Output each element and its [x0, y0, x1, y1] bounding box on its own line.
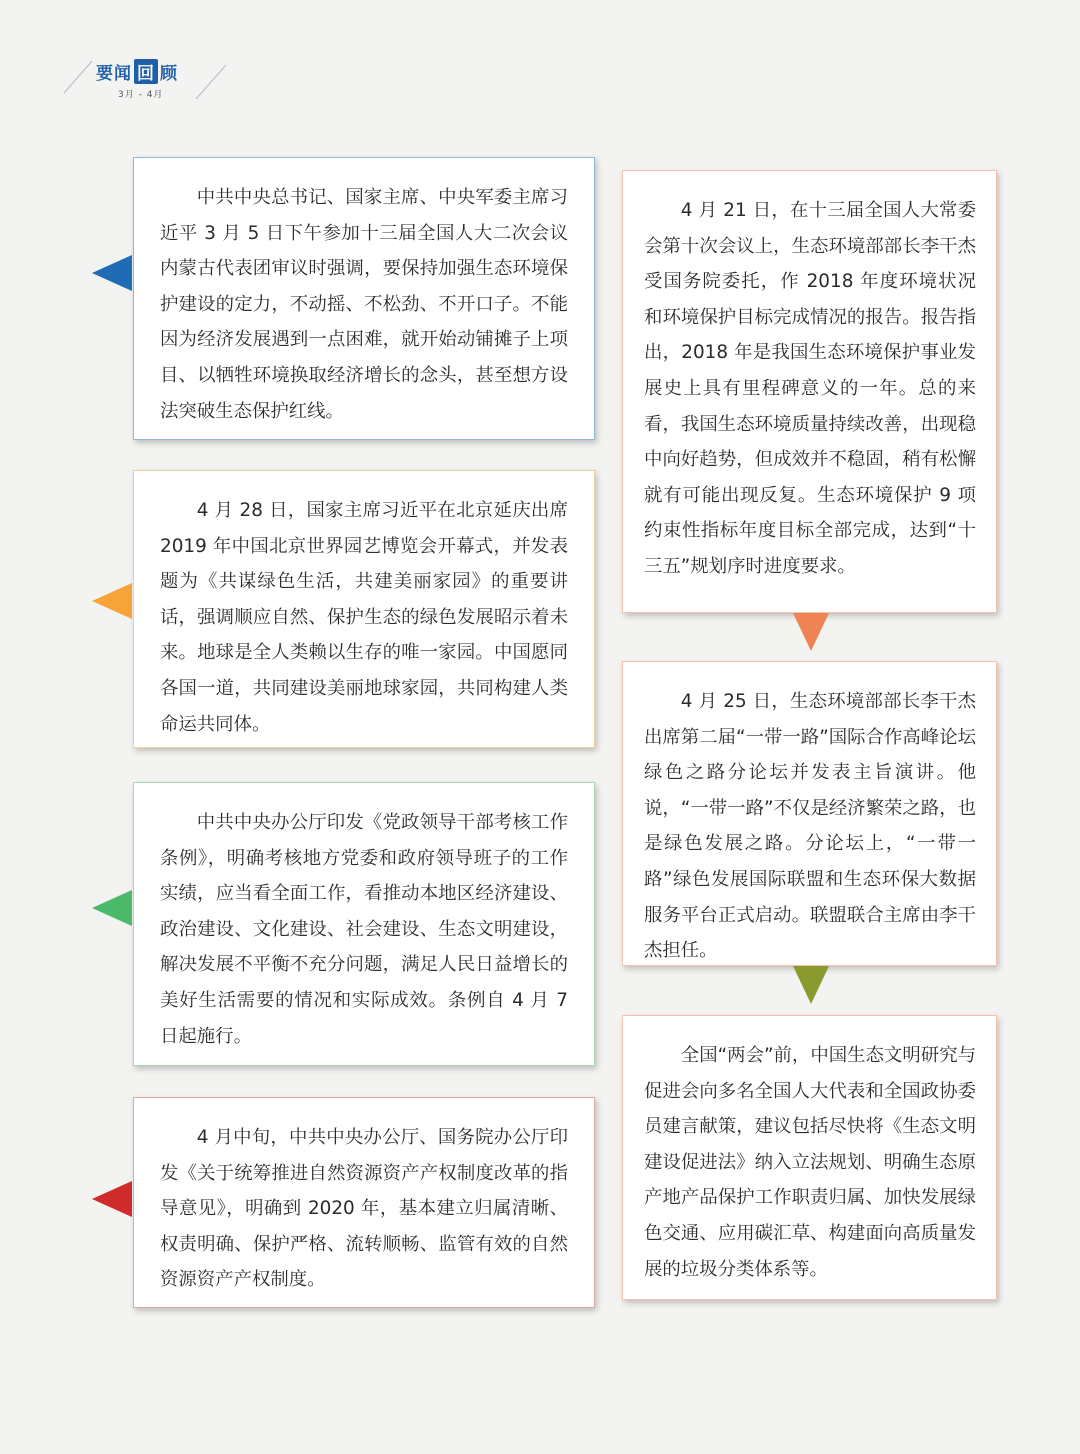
- news-card-left-2: [133, 470, 595, 748]
- news-card-right-3: [622, 1015, 997, 1300]
- news-card-left-3: [133, 782, 595, 1066]
- news-text: 中共中央办公厅印发《党政领导干部考核工作条例》，明确考核地方党委和政府领导班子的工作实绩，应当看全面工作，看推动本地区经济建设、政治建设、文化建设、社会建设、生态文明建设，解决发展不平衡不充分问题，满足人民日益增长的美好生活需要的情况和实际成效。条例自 4 月 7 日起施行。: [160, 812, 568, 1047]
- pointer-arrow-red: [92, 1181, 134, 1217]
- section-title: [96, 59, 178, 84]
- pointer-arrow-olive: [793, 966, 829, 1006]
- pointer-arrow-orange: [92, 583, 134, 619]
- pointer-arrow-blue: [92, 255, 134, 291]
- section-header: [60, 55, 240, 115]
- pointer-arrow-green: [92, 890, 134, 926]
- news-text: 4 月 21 日，在十三届全国人大常委会第十次会议上，生态环境部部长李干杰受国务院委托，作 2018 年度环境状况和环境保护目标完成情况的报告。报告指出，2018 年是我国生态环境保护事业发展史上具有里程碑意义的一年。总的来看，我国生态环境质量持续改善，出现稳中向好趋势，但成效并不稳固，稍有松懈就有可能出现反复。生态环境保护 9 项约束性指标年度目标全部完成，达到“十三五”规划序时进度要求。: [644, 200, 976, 577]
- title-part-1: 要闻: [96, 64, 132, 84]
- news-card-left-4: [133, 1097, 595, 1308]
- news-text: 4 月中旬，中共中央办公厅、国务院办公厅印发《关于统筹推进自然资源资产产权制度改革的指导意见》，明确到 2020 年，基本建立归属清晰、权责明确、保护严格、流转顺畅、监管有效的自然资源资产产权制度。: [160, 1127, 568, 1291]
- title-box-char: 回: [134, 59, 158, 84]
- section-date-range: 3月 - 4月: [118, 90, 164, 100]
- news-card-right-2: [622, 661, 997, 966]
- pointer-arrow-salmon: [793, 613, 829, 653]
- news-text: 4 月 25 日，生态环境部部长李干杰出席第二届“一带一路”国际合作高峰论坛绿色之路分论坛并发表主旨演讲。他说，“一带一路”不仅是经济繁荣之路，也是绿色发展之路。分论坛上，“一带一路”绿色发展国际联盟和生态环保大数据服务平台正式启动。联盟联合主席由李干杰担任。: [644, 691, 976, 962]
- news-card-right-1: [622, 170, 997, 613]
- news-card-left-1: [133, 157, 595, 440]
- news-text: 4 月 28 日，国家主席习近平在北京延庆出席 2019 年中国北京世界园艺博览会开幕式，并发表题为《共谋绿色生活，共建美丽家园》的重要讲话，强调顺应自然、保护生态的绿色发展昭示着未来。地球是全人类赖以生存的唯一家园。中国愿同各国一道，共同建设美丽地球家园，共同构建人类命运共同体。: [160, 500, 568, 735]
- title-part-2: 顾: [160, 64, 178, 84]
- news-text: 中共中央总书记、国家主席、中央军委主席习近平 3 月 5 日下午参加十三届全国人大二次会议内蒙古代表团审议时强调，要保持加强生态环境保护建设的定力，不动摇、不松劲、不开口子。不能因为经济发展遇到一点困难，就开始动铺摊子上项目、以牺牲环境换取经济增长的念头，甚至想方设法突破生态保护红线。: [160, 187, 568, 422]
- news-text: 全国“两会”前，中国生态文明研究与促进会向多名全国人大代表和全国政协委员建言献策，建议包括尽快将《生态文明建设促进法》纳入立法规划、明确生态原产地产品保护工作职责归属、加快发展绿色交通、应用碳汇草、构建面向高质量发展的垃圾分类体系等。: [644, 1045, 976, 1280]
